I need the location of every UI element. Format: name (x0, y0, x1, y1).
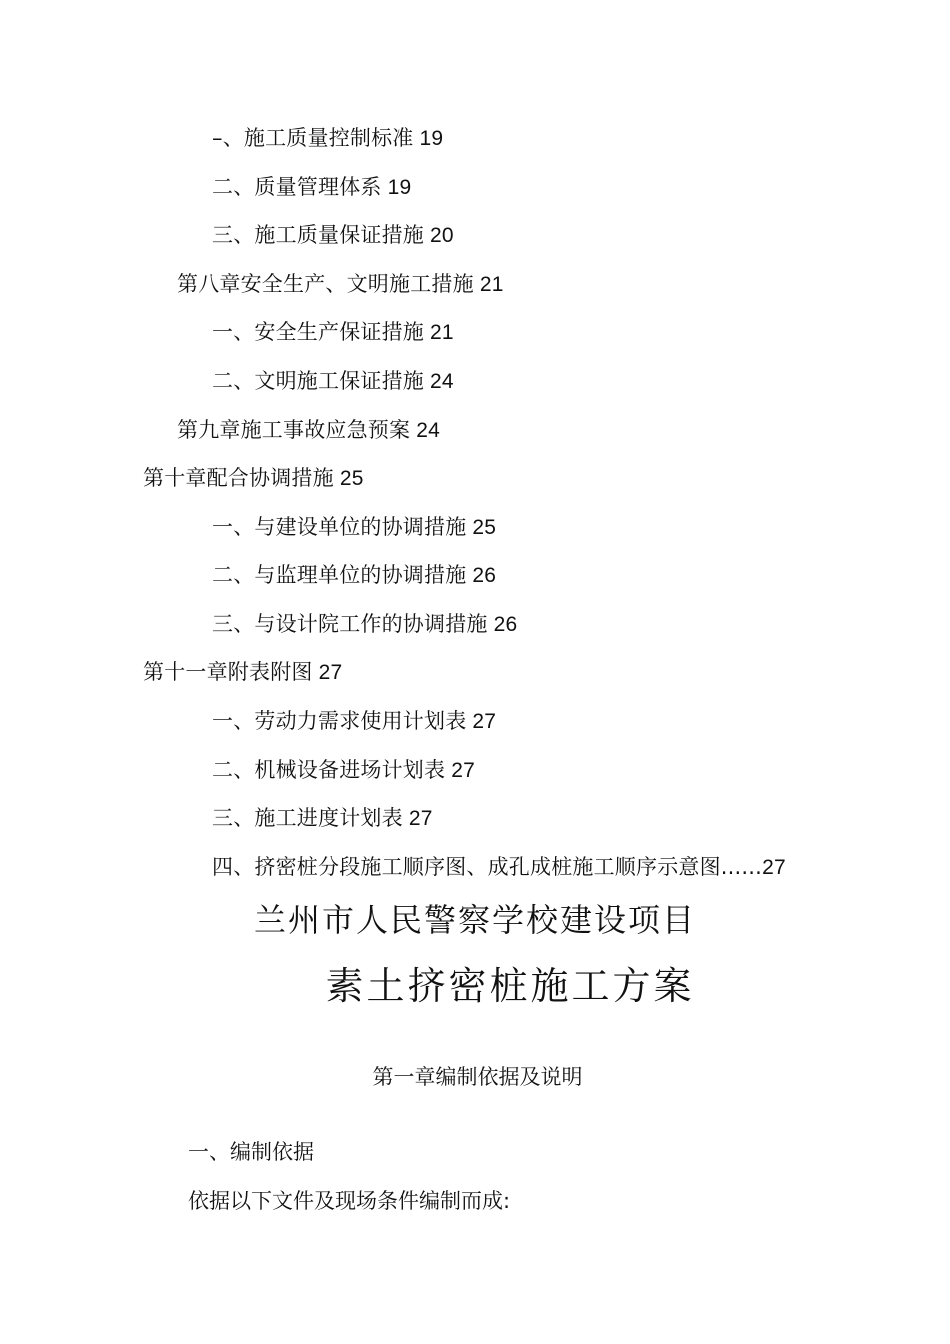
toc-entry-text: 第十一章附表附图 (143, 660, 313, 684)
document-subtitle: 素土挤密桩施工方案 (325, 964, 695, 1008)
toc-entry-text: 二、机械设备进场计划表 (212, 758, 446, 782)
toc-entry-text: 第九章施工事故应急预案 (177, 418, 411, 442)
toc-entry[interactable] (212, 318, 454, 347)
toc-entry-text: 三、施工进度计划表 (212, 806, 403, 830)
toc-entry-text: 一、劳动力需求使用计划表 (212, 709, 467, 733)
toc-entry-page: 21 (430, 321, 454, 344)
toc-entry[interactable] (212, 513, 496, 542)
toc-entry-text: 二、与监理单位的协调措施 (212, 563, 467, 587)
toc-entry-text: 四、挤密桩分段施工顺序图、成孔成桩施工顺序示意图...... (212, 855, 763, 879)
toc-entry-page: 26 (493, 613, 518, 636)
toc-entry[interactable] (212, 707, 496, 736)
toc-entry-text: 一、安全生产保证措施 (212, 320, 424, 344)
body-paragraph: 依据以下文件及现场条件编制而成: (188, 1189, 511, 1213)
toc-entry-page: 20 (430, 224, 454, 247)
toc-entry[interactable] (177, 416, 440, 445)
toc-entry[interactable] (212, 610, 517, 639)
toc-entry[interactable] (143, 464, 364, 493)
toc-entry-page: 27 (472, 710, 497, 733)
toc-entry-page: 19 (387, 176, 412, 199)
toc-entry[interactable] (177, 270, 504, 299)
toc-entry[interactable] (212, 221, 454, 250)
toc-entry-text: –、施工质量控制标准 (212, 126, 414, 150)
toc-entry[interactable] (212, 367, 454, 396)
toc-entry[interactable] (212, 173, 411, 202)
toc-entry[interactable] (143, 658, 342, 687)
toc-entry[interactable] (212, 853, 786, 882)
toc-entry-text: 二、质量管理体系 (212, 175, 382, 199)
toc-entry-page: 24 (430, 370, 454, 393)
toc-entry-text: 第八章安全生产、文明施工措施 (177, 272, 474, 296)
toc-entry-page: 24 (416, 419, 440, 442)
toc-entry[interactable] (212, 756, 475, 785)
toc-entry-page: 25 (472, 516, 497, 539)
toc-entry-text: 一、与建设单位的协调措施 (212, 515, 467, 539)
toc-entry-text: 三、施工质量保证措施 (212, 223, 424, 247)
toc-entry-text: 三、与设计院工作的协调措施 (212, 612, 488, 636)
toc-entry[interactable] (212, 124, 443, 153)
toc-entry-page: 25 (339, 467, 364, 490)
chapter-heading: 第一章编制依据及说明 (372, 1065, 583, 1089)
toc-entry-page: 27 (318, 661, 343, 684)
section-heading: 一、编制依据 (188, 1140, 314, 1164)
toc-entry-page: 27 (451, 759, 475, 782)
toc-entry-page: 27 (762, 856, 786, 879)
toc-entry-page: 21 (479, 273, 504, 296)
toc-entry-page: 27 (408, 807, 433, 830)
toc-entry[interactable] (212, 561, 496, 590)
toc-entry-page: 19 (419, 127, 444, 150)
toc-entry-text: 二、文明施工保证措施 (212, 369, 424, 393)
toc-entry[interactable] (212, 804, 433, 833)
toc-entry-text: 第十章配合协调措施 (143, 466, 334, 490)
document-title: 兰州市人民警察学校建设项目 (253, 901, 696, 939)
toc-entry-page: 26 (472, 564, 497, 587)
